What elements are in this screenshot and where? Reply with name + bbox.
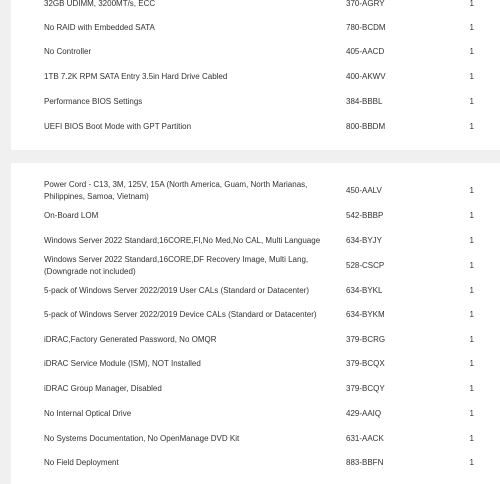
item-quantity: 1 bbox=[469, 409, 474, 418]
item-quantity: 1 bbox=[469, 286, 474, 295]
item-quantity: 1 bbox=[469, 72, 474, 81]
item-description: No Field Deployment bbox=[44, 458, 119, 467]
item-quantity: 1 bbox=[469, 97, 474, 106]
item-description: No Systems Documentation, No OpenManage DVD Kit bbox=[44, 434, 240, 443]
item-sku: 379-BCQX bbox=[346, 359, 385, 368]
item-description: Power Cord - C13, 3M, 125V, 15A (North America, Guam, North Marianas, Philippines, Samoa, Vietnam) bbox=[44, 180, 308, 201]
item-sku: 384-BBBL bbox=[346, 97, 383, 106]
item-sku: 400-AKWV bbox=[346, 72, 386, 81]
item-description: 5-pack of Windows Server 2022/2019 Device CALs (Standard or Datacenter) bbox=[44, 310, 317, 319]
item-sku: 631-AACK bbox=[346, 434, 384, 443]
item-description: iDRAC,Factory Generated Password, No OMQR bbox=[44, 335, 217, 344]
item-description: Performance BIOS Settings bbox=[44, 97, 143, 106]
item-quantity: 1 bbox=[469, 186, 474, 195]
item-description: No Internal Optical Drive bbox=[44, 409, 132, 418]
item-sku: 634-BYJY bbox=[346, 236, 383, 245]
item-sku: 379-BCQY bbox=[346, 384, 385, 393]
item-description: 32GB UDIMM, 3200MT/s, ECC bbox=[44, 0, 156, 8]
item-sku: 542-BBBP bbox=[346, 211, 384, 220]
item-quantity: 1 bbox=[469, 211, 474, 220]
item-description: No RAID with Embedded SATA bbox=[44, 23, 155, 32]
item-sku: 528-CSCP bbox=[346, 261, 385, 270]
item-sku: 429-AAIQ bbox=[346, 409, 382, 418]
item-sku: 800-BBDM bbox=[346, 122, 386, 131]
item-quantity: 1 bbox=[469, 359, 474, 368]
item-quantity: 1 bbox=[469, 47, 474, 56]
item-sku: 883-BBFN bbox=[346, 458, 384, 467]
item-description: Windows Server 2022 Standard,16CORE,DF Recovery Image, Multi Lang, (Downgrade not included) bbox=[44, 255, 309, 276]
item-description: 5-pack of Windows Server 2022/2019 User CALs (Standard or Datacenter) bbox=[44, 286, 310, 295]
item-sku: 405-AACD bbox=[346, 47, 385, 56]
item-quantity: 1 bbox=[469, 458, 474, 467]
item-quantity: 1 bbox=[469, 261, 474, 270]
item-quantity: 1 bbox=[469, 310, 474, 319]
item-sku: 450-AALV bbox=[346, 186, 382, 195]
item-quantity: 1 bbox=[469, 23, 474, 32]
item-sku: 379-BCRG bbox=[346, 335, 386, 344]
item-quantity: 1 bbox=[469, 0, 474, 8]
item-description: Windows Server 2022 Standard,16CORE,FI,No Med,No CAL, Multi Language bbox=[44, 236, 321, 245]
item-quantity: 1 bbox=[469, 434, 474, 443]
item-description: iDRAC Service Module (ISM), NOT Installed bbox=[44, 359, 201, 368]
item-sku: 780-BCDM bbox=[346, 23, 386, 32]
item-description: No Controller bbox=[44, 47, 92, 56]
item-sku: 634-BYKL bbox=[346, 286, 383, 295]
item-description: On-Board LOM bbox=[44, 211, 99, 220]
item-quantity: 1 bbox=[469, 122, 474, 131]
item-description: UEFI BIOS Boot Mode with GPT Partition bbox=[44, 122, 192, 131]
item-sku: 634-BYKM bbox=[346, 310, 385, 319]
item-sku: 370-AGRY bbox=[346, 0, 385, 8]
item-description: 1TB 7.2K RPM SATA Entry 3.5in Hard Drive Cabled bbox=[44, 72, 228, 81]
item-description: iDRAC Group Manager, Disabled bbox=[44, 384, 162, 393]
item-quantity: 1 bbox=[469, 384, 474, 393]
config-section-1 bbox=[11, 0, 500, 150]
config-section-2 bbox=[11, 163, 500, 484]
item-quantity: 1 bbox=[469, 335, 474, 344]
item-quantity: 1 bbox=[469, 236, 474, 245]
